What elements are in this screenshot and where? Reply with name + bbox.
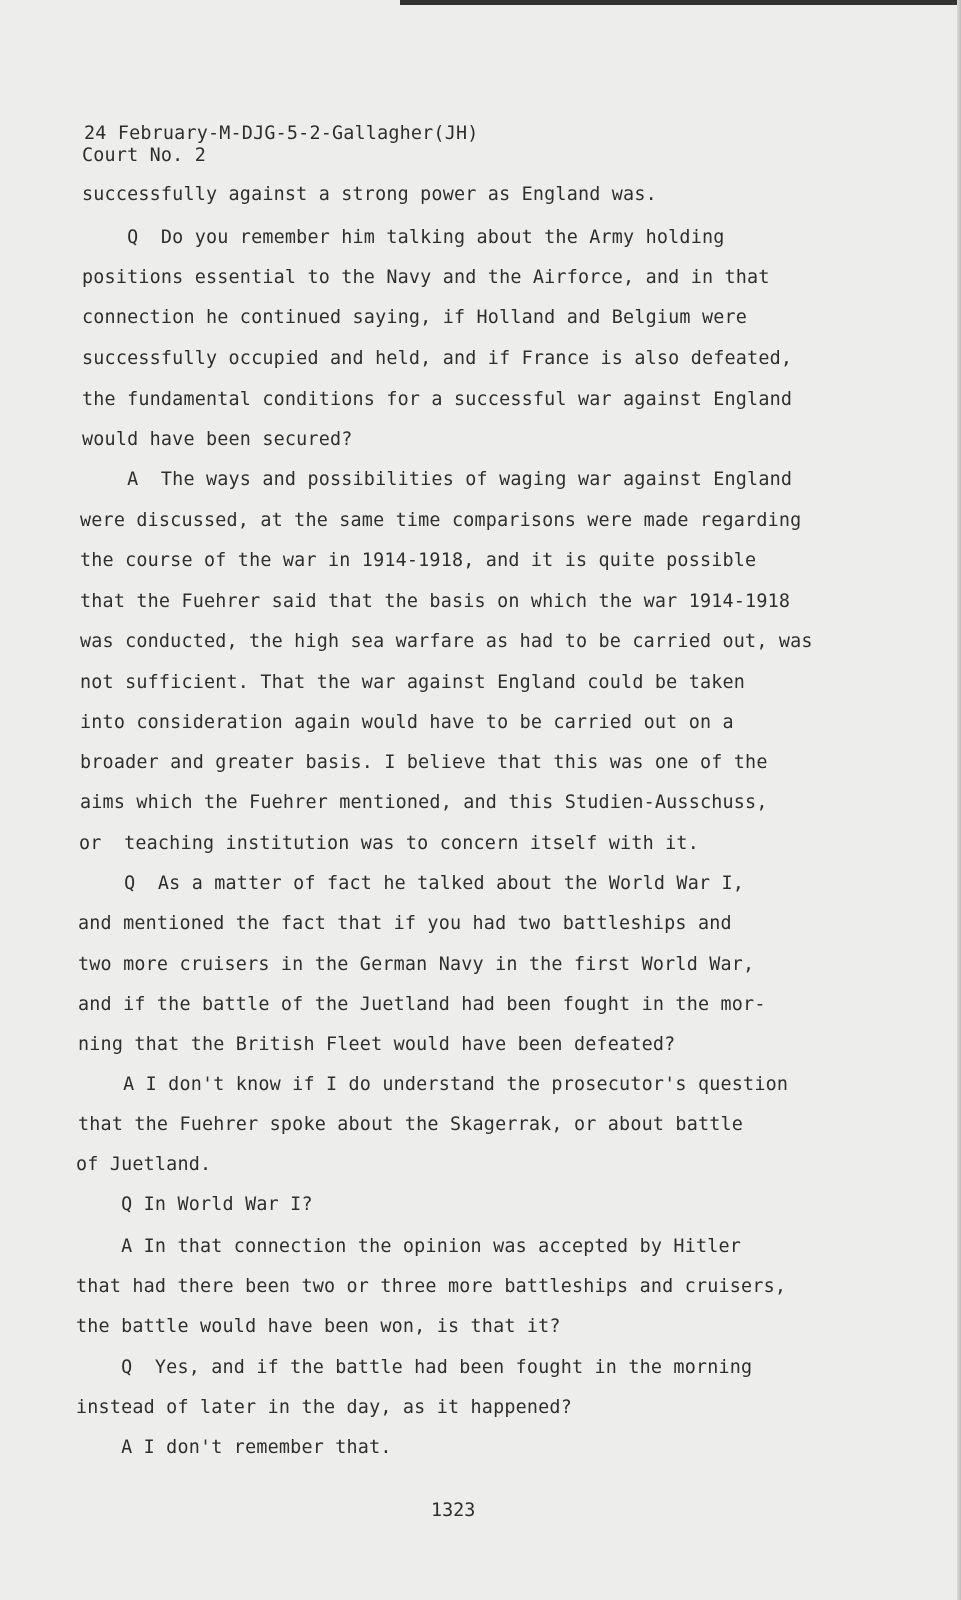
body-line: Q As a matter of fact he talked about the World War I, bbox=[79, 873, 745, 894]
body-line: were discussed, at the same time comparisons were made regarding bbox=[80, 510, 802, 531]
body-line: or teaching institution was to concern itself with it. bbox=[79, 833, 699, 854]
body-line: would have been secured? bbox=[82, 429, 353, 450]
body-line: Q In World War I? bbox=[76, 1194, 313, 1215]
body-line: A I don't remember that. bbox=[76, 1437, 392, 1458]
body-line: Q Do you remember him talking about the Army holding bbox=[82, 227, 725, 248]
body-line: A I don't know if I do understand the prosecutor's question bbox=[78, 1074, 789, 1095]
body-line: was conducted, the high sea warfare as had to be carried out, was bbox=[80, 631, 813, 652]
body-line: that had there been two or three more battleships and cruisers, bbox=[76, 1276, 787, 1297]
body-line: positions essential to the Navy and the Airforce, and in that bbox=[82, 267, 770, 288]
body-line: of Juetland. bbox=[76, 1154, 212, 1175]
body-line: the course of the war in 1914-1918, and it is quite possible bbox=[80, 550, 757, 571]
page-top-edge bbox=[400, 0, 961, 5]
body-line: A In that connection the opinion was accepted by Hitler bbox=[76, 1236, 742, 1257]
body-line: broader and greater basis. I believe that this was one of the bbox=[80, 752, 768, 773]
body-line: successfully against a strong power as England was. bbox=[82, 184, 657, 205]
header-line-2: Court No. 2 bbox=[82, 145, 206, 166]
body-line: connection he continued saying, if Holland and Belgium were bbox=[82, 307, 748, 328]
body-line: the fundamental conditions for a successful war against England bbox=[82, 389, 793, 410]
body-line: instead of later in the day, as it happened? bbox=[76, 1397, 572, 1418]
body-line: that the Fuehrer said that the basis on which the war 1914-1918 bbox=[80, 591, 791, 612]
body-line: two more cruisers in the German Navy in the first World War, bbox=[78, 954, 755, 975]
body-line: aims which the Fuehrer mentioned, and this Studien-Ausschuss, bbox=[80, 792, 768, 813]
body-line: successfully occupied and held, and if France is also defeated, bbox=[82, 348, 793, 369]
body-line: and mentioned the fact that if you had two battleships and bbox=[78, 913, 732, 934]
body-line: that the Fuehrer spoke about the Skagerrak, or about battle bbox=[78, 1114, 744, 1135]
body-line: ning that the British Fleet would have been defeated? bbox=[78, 1034, 676, 1055]
body-line: and if the battle of the Juetland had been fought in the mor- bbox=[78, 994, 766, 1015]
page-number: 1323 bbox=[431, 1500, 476, 1521]
body-line: A The ways and possibilities of waging war against England bbox=[82, 469, 793, 490]
body-line: the battle would have been won, is that it? bbox=[76, 1316, 561, 1337]
page-right-edge bbox=[957, 0, 961, 1600]
body-line: Q Yes, and if the battle had been fought in the morning bbox=[76, 1357, 753, 1378]
body-line: into consideration again would have to be carried out on a bbox=[80, 712, 734, 733]
header-line-1: 24 February-M-DJG-5-2-Gallagher(JH) bbox=[84, 123, 479, 144]
body-line: not sufficient. That the war against England could be taken bbox=[80, 672, 746, 693]
